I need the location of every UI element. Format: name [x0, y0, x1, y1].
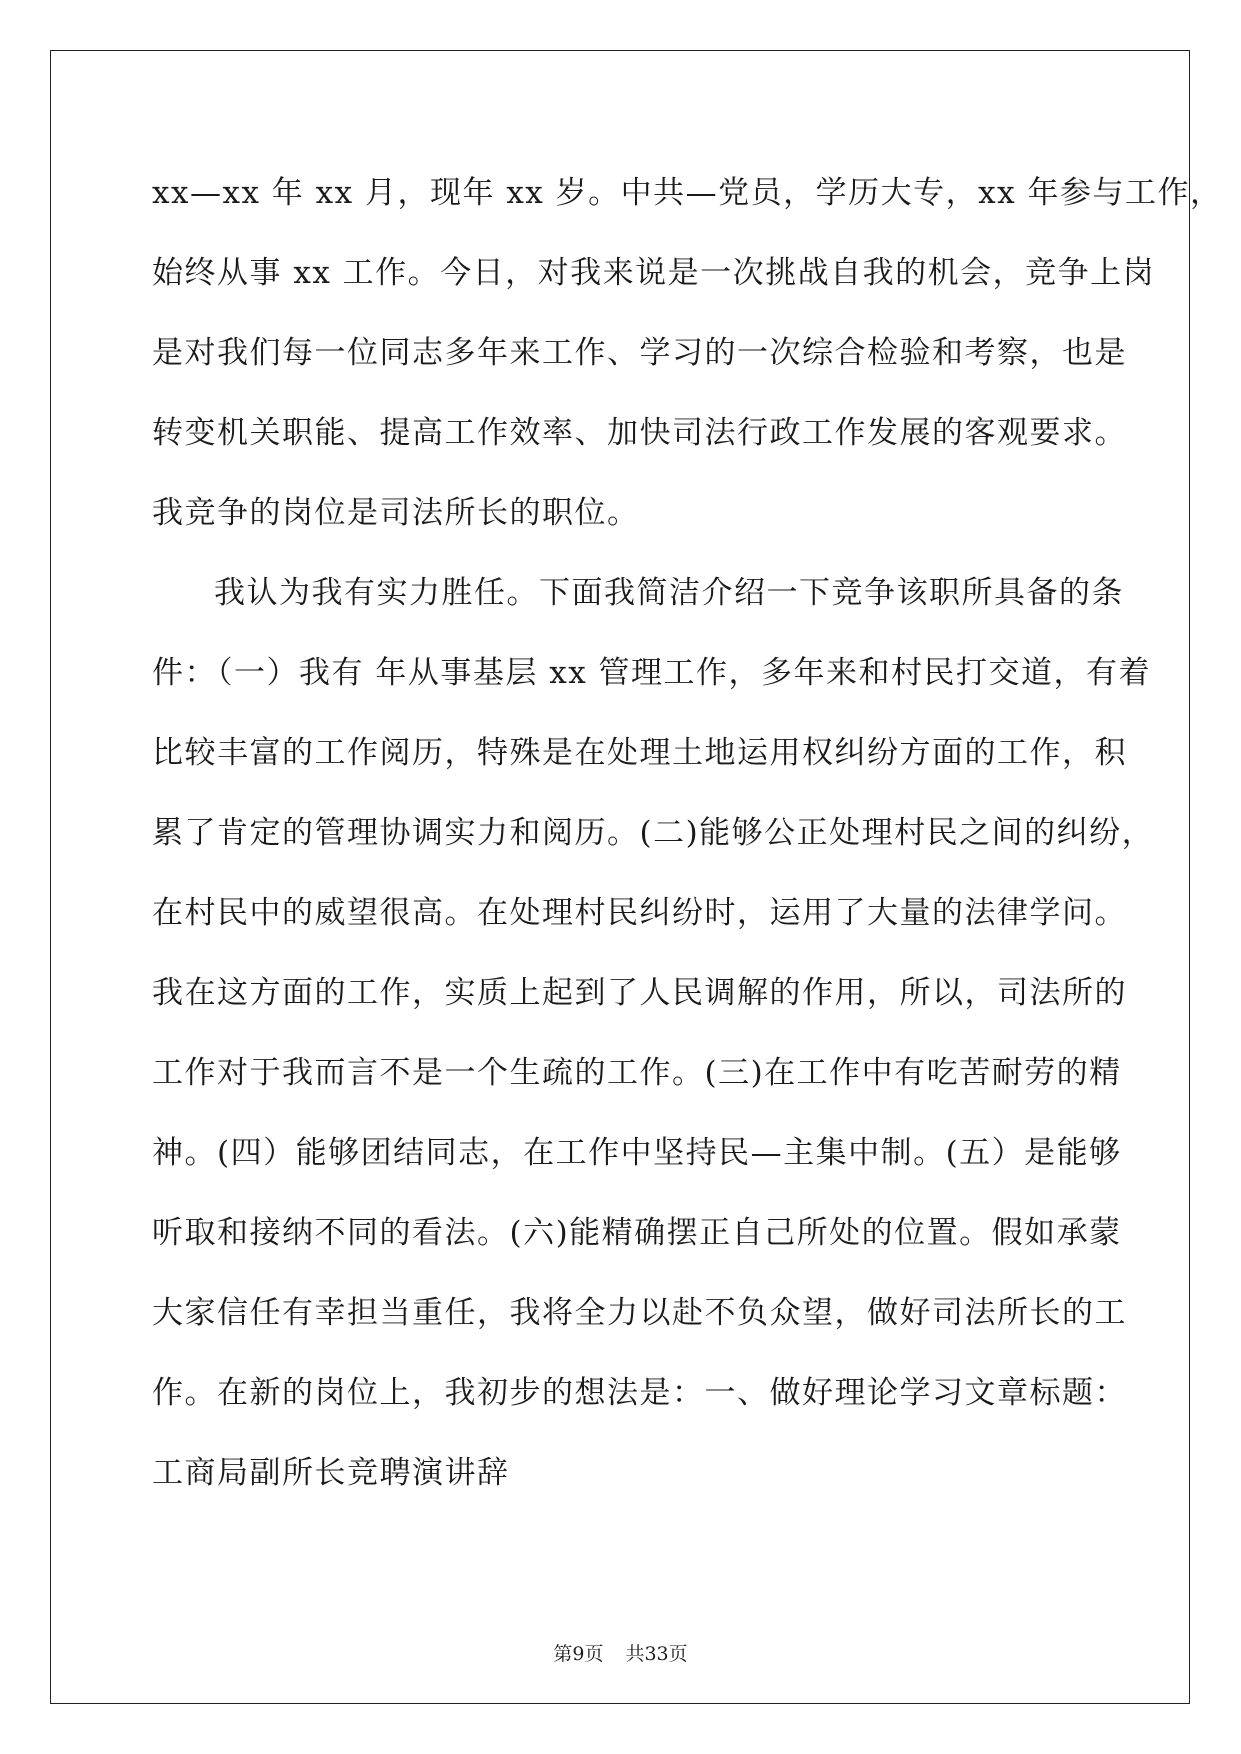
text-line: 工作对于我而言不是一个生疏的工作。(三)在工作中有吃苦耐劳的精 [152, 1055, 1122, 1091]
paragraph-first-line: 我认为我有实力胜任。下面我简洁介绍一下竞争该职所具备的条 [214, 575, 1124, 611]
text-line: 在村民中的威望很高。在处理村民纠纷时，运用了大量的法律学问。 [152, 895, 1127, 931]
text-line: 听取和接纳不同的看法。(六)能精确摆正自己所处的位置。假如承蒙 [152, 1215, 1122, 1251]
text-line: 我竞争的岗位是司法所长的职位。 [152, 495, 640, 531]
text-line: 我在这方面的工作，实质上起到了人民调解的作用，所以，司法所的 [152, 975, 1127, 1011]
text-line: xx—xx 年 xx 月，现年 xx 岁。中共—党员，学历大专，xx 年参与工作， [152, 175, 1223, 211]
text-line: 转变机关职能、提高工作效率、加快司法行政工作发展的客观要求。 [152, 415, 1127, 451]
text-line: 始终从事 xx 工作。今日，对我来说是一次挑战自我的机会，竞争上岗 [152, 255, 1156, 291]
text-line: 大家信任有幸担当重任，我将全力以赴不负众望，做好司法所长的工 [152, 1295, 1127, 1331]
text-line: 是对我们每一位同志多年来工作、学习的一次综合检验和考察，也是 [152, 335, 1127, 371]
page-footer [0, 1642, 1241, 1666]
text-line: 工商局副所长竞聘演讲辞 [152, 1455, 510, 1491]
text-line: 件：（一）我有 年从事基层 xx 管理工作，多年来和村民打交道，有着 [152, 655, 1152, 691]
text-line: 作。在新的岗位上，我初步的想法是：一、做好理论学习文章标题： [152, 1375, 1127, 1411]
text-line: 比较丰富的工作阅历，特殊是在处理土地运用权纠纷方面的工作，积 [152, 735, 1127, 771]
page-number-total: 共33页 [625, 1643, 688, 1665]
page-number-current: 第9页 [553, 1643, 604, 1665]
text-line: 累了肯定的管理协调实力和阅历。(二)能够公正处理村民之间的纠纷， [152, 815, 1155, 851]
text-line: 神。(四）能够团结同志，在工作中坚持民—主集中制。(五）是能够 [152, 1135, 1122, 1171]
document-body [152, 162, 1223, 1522]
